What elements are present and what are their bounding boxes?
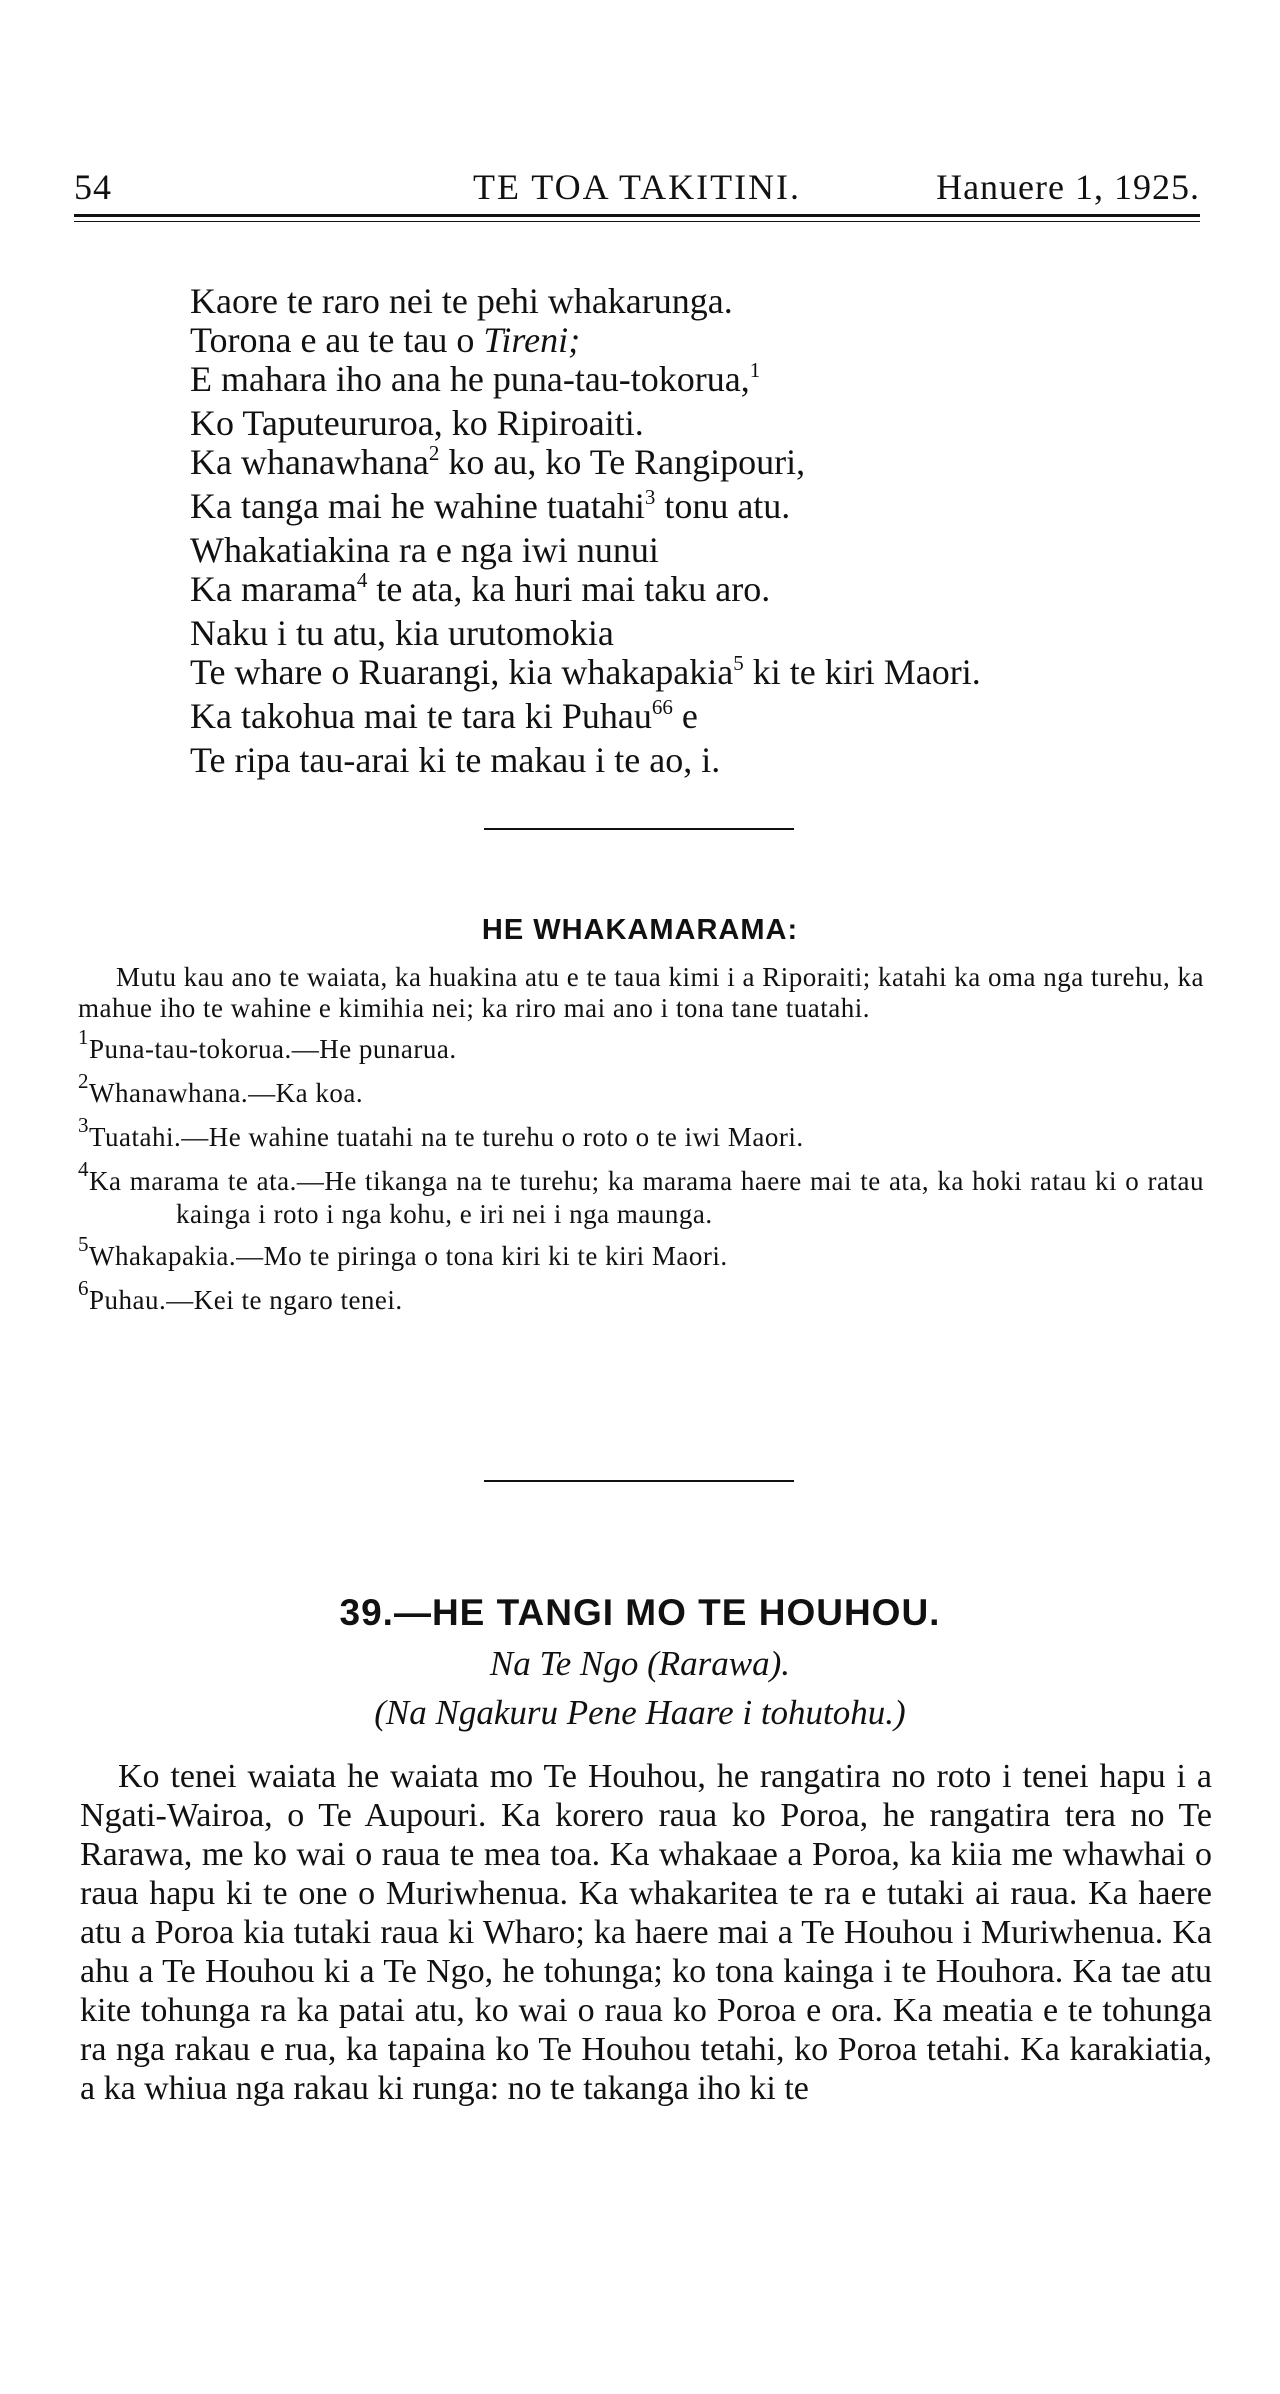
footnote-marker: 3	[644, 485, 656, 509]
poem-line: Whakatiakina ra e nga iwi nunui	[190, 530, 659, 570]
footnote: $^2$Whanawhana.—Ka koa.	[78, 1069, 364, 1108]
footnote: $^6$Puhau.—Kei te ngaro tenei.	[78, 1276, 403, 1315]
poem-line: Te whare o Ruarangi, kia whakapakia$^5$ ki te kiri Maori.	[190, 651, 981, 692]
page-number: 54	[74, 167, 112, 207]
footnote: $^3$Tuatahi.—He wahine tuatahi na te turehu o roto o te iwi Maori.	[78, 1113, 804, 1152]
poem-line: Torona e au te tau o Tireni;	[190, 320, 581, 360]
footnote-marker: 5	[733, 651, 744, 675]
poem-line: Naku i tu atu, kia urutomokia	[190, 613, 614, 653]
section-divider	[484, 828, 794, 830]
poem-line: Ka marama$^4$ te ata, ka huri mai taku aro.	[190, 568, 771, 609]
footnote: $^5$Whakapakia.—Mo te piringa o tona kiri ki te kiri Maori.	[78, 1232, 728, 1271]
footnote-marker: 2	[428, 441, 440, 465]
page-header	[74, 158, 1200, 210]
footnote-marker: 66	[651, 695, 673, 719]
song-author: Na Te Ngo (Rarawa).	[489, 1644, 791, 1683]
footnote: $^1$Puna-tau-tokorua.—He punarua.	[78, 1025, 457, 1064]
poem-line: E mahara iho ana he puna-tau-tokorua,$^1$	[190, 358, 761, 399]
song-body-paragraph: Ko tenei waiata he waiata mo Te Houhou, he rangatira no roto i tenei hapu i a Ngati-Wairoa, o Te Aupouri. Ka korero raua ko Poroa, he rangatira tera no Te Rarawa, me ko wai o raua te mea toa. Ka whakaae a Poroa, ka kiia me whawhai o raua hapu ki te one o Muriwhenua. Ka whakaritea te ra e tutaki ai raua. Ka haere atu a Poroa kia tutaki raua ki Wharo; ka haere mai a Te Houhou i Muriwhenua. Ka ahu a Te Houhou ki a Te Ngo, he tohunga; ko tona kainga i te Houhora. Ka tae atu kite tohunga ra ka patai atu, ko wai o raua ko Poroa e ora. Ka meatia e te tohunga ra nga rakau e rua, ka tapaina ko Te Houhou tetahi, ko Poroa tetahi. Ka karakiatia, a ka whiua nga rakau ki runga: no te takanga iho ki te	[80, 1758, 1212, 2107]
footnote-marker: 4	[356, 568, 368, 592]
header-rule-thin	[74, 221, 1200, 222]
journal-title: TE TOA TAKITINI.	[472, 167, 802, 207]
poem-line: Ko Taputeururoa, ko Ripiroaiti.	[190, 403, 644, 443]
poem-line: Ka tanga mai he wahine tuatahi$^3$ tonu atu.	[190, 485, 791, 526]
explanation-heading: HE WHAKAMARAMA:	[481, 914, 799, 946]
poem-line: Ka takohua mai te tara ki Puhau$^{66}$ e	[190, 695, 698, 736]
issue-date: Hanuere 1, 1925.	[936, 167, 1200, 207]
explanation-notes	[78, 962, 1204, 1329]
header-rule-thick	[74, 214, 1200, 217]
poem-line: Ka whanawhana$^2$ ko au, ko Te Rangipouri,	[190, 441, 806, 482]
song-credit: (Na Ngakuru Pene Haare i tohutohu.)	[374, 1693, 906, 1732]
poem-verse	[190, 282, 1210, 780]
poem-line: Kaore te raro nei te pehi whakarunga.	[190, 281, 733, 321]
song-title: 39.—HE TANGI MO TE HOUHOU.	[339, 1592, 941, 1633]
explanation-intro: Mutu kau ano te waiata, ka huakina atu e te taua kimi i a Riporaiti; katahi ka oma nga turehu, ka mahue iho te wahine e kimihia nei; ka riro mai ano i tona tane tuatahi.	[78, 962, 1204, 1023]
section-divider	[484, 1480, 794, 1482]
footnote: $^4$Ka marama te ata.—He tikanga na te turehu; ka marama haere mai te ata, ka hoki ratau ki o ratau kainga i roto i nga kohu, e iri nei i nga maunga.	[78, 1157, 1204, 1229]
footnote-marker: 1	[749, 358, 761, 382]
poem-line: Te ripa tau-arai ki te makau i te ao, i.	[190, 740, 721, 780]
